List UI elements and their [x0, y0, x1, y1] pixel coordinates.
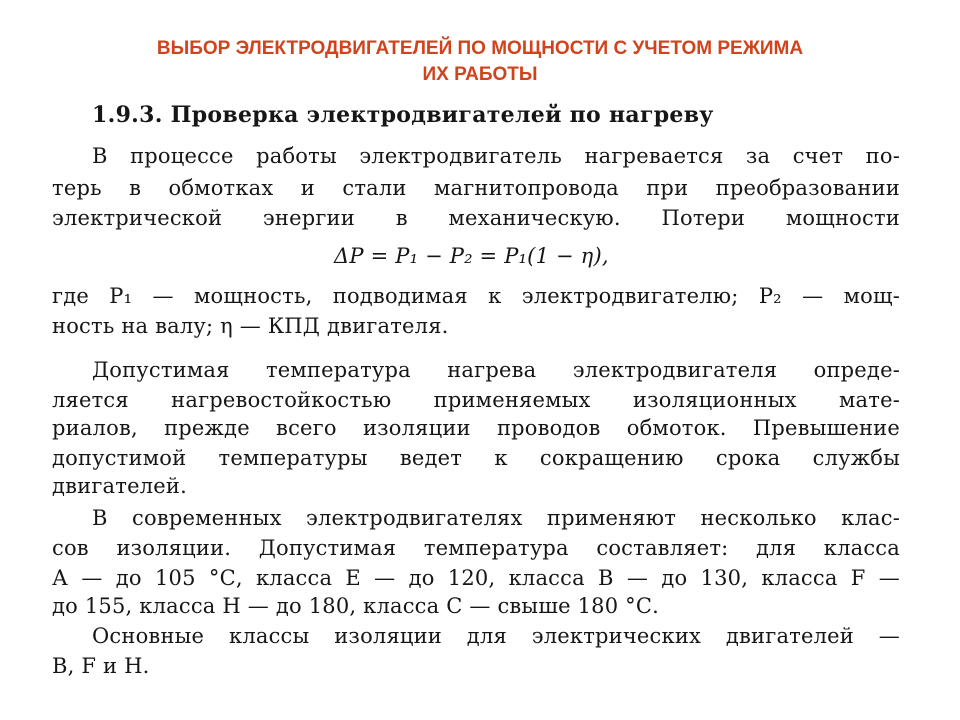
paragraph-1-line-1: В процессе работы электродвигатель нагревается за счет по- — [92, 144, 900, 168]
paragraph-1-line-3: электрической энергии в механическую. Потери мощности — [52, 206, 900, 230]
paragraph-4-line-4: до 155, класса Н — до 180, класса С — свыше 180 °С. — [52, 594, 659, 618]
paragraph-3-line-2: ляется нагревостойкостью применяемых изоляционных мате- — [52, 388, 900, 412]
paragraph-4-line-1: В современных электродвигателях применяют несколько клас- — [92, 506, 900, 530]
paragraph-4-line-3: А — до 105 °С, класса Е — до 120, класса В — до 130, класса F — — [52, 566, 900, 590]
paragraph-3-line-3: риалов, прежде всего изоляции проводов обмоток. Превышение — [52, 416, 900, 440]
paragraph-2-line-1: где P₁ — мощность, подводимая к электродвигателю; P₂ — мощ- — [52, 284, 900, 308]
paragraph-3-line-1: Допустимая температура нагрева электродвигателя опреде- — [92, 358, 900, 382]
paragraph-3-line-5: двигателей. — [52, 474, 187, 498]
slide-title — [40, 36, 920, 88]
paragraph-2-line-2: ность на валу; η — КПД двигателя. — [52, 314, 449, 338]
paragraph-1-line-2: терь в обмотках и стали магнитопровода при преобразовании — [52, 176, 900, 200]
slide-title-line-1: ВЫБОР ЭЛЕКТРОДВИГАТЕЛЕЙ ПО МОЩНОСТИ С УЧЕТОМ РЕЖИМА — [156, 38, 804, 59]
paragraph-5-line-1: Основные классы изоляции для электрических двигателей — — [92, 624, 900, 648]
scanned-text-page — [40, 96, 920, 696]
slide-title-line-2: ИХ РАБОТЫ — [422, 64, 538, 85]
section-heading: 1.9.3. Проверка электродвигателей по нагреву — [92, 102, 714, 128]
paragraph-4-line-2: сов изоляции. Допустимая температура составляет: для класса — [52, 536, 900, 560]
paragraph-5-line-2: В, F и Н. — [52, 654, 150, 678]
power-loss-formula: ΔP = P₁ − P₂ = P₁(1 − η), — [334, 244, 609, 268]
paragraph-3-line-4: допустимой температуры ведет к сокращению срока службы — [52, 446, 900, 470]
